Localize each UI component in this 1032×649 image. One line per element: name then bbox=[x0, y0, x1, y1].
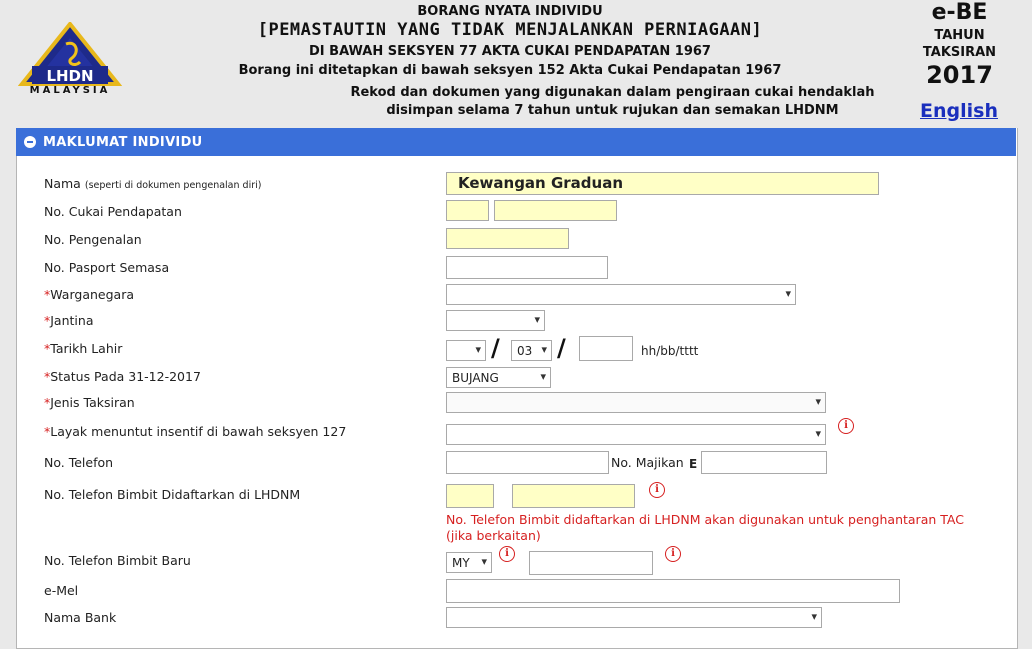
info-icon[interactable]: i bbox=[838, 418, 854, 434]
info-icon[interactable]: i bbox=[499, 546, 515, 562]
insentif-label: *Layak menuntut insentif di bawah seksyen 127 bbox=[44, 424, 347, 439]
telefon-label: No. Telefon bbox=[44, 455, 114, 470]
form-title: [PEMASTAUTIN YANG TIDAK MENJALANKAN PERNIAGAAN] bbox=[257, 20, 763, 40]
pasport-field[interactable] bbox=[446, 256, 608, 279]
cukai-label: No. Cukai Pendapatan bbox=[44, 204, 182, 219]
taksiran-label: TAKSIRAN bbox=[922, 45, 997, 60]
birth-year-field[interactable] bbox=[579, 336, 633, 361]
assessment-year-box bbox=[912, 2, 1007, 88]
bimbit-label: No. Telefon Bimbit Didaftarkan di LHDNM bbox=[44, 487, 301, 502]
nama-label: Nama (seperti di dokumen pengenalan diri) bbox=[44, 176, 262, 191]
nama-field[interactable]: Kewangan Graduan bbox=[446, 172, 879, 195]
nama-hint: (seperti di dokumen pengenalan diri) bbox=[84, 180, 262, 191]
warganegara-select[interactable] bbox=[446, 284, 796, 305]
jenis-select[interactable] bbox=[446, 392, 826, 413]
form-name: BORANG NYATA INDIVIDU bbox=[417, 4, 603, 19]
collapse-icon[interactable] bbox=[24, 136, 36, 148]
majikan-label: No. Majikan bbox=[611, 455, 684, 470]
insentif-select[interactable] bbox=[446, 424, 826, 445]
bimbit-baru-field[interactable] bbox=[529, 551, 653, 575]
emel-label: e-Mel bbox=[44, 583, 79, 598]
panel-title: MAKLUMAT INDIVIDU bbox=[43, 135, 203, 150]
date-separator: / bbox=[557, 334, 566, 362]
date-separator: / bbox=[491, 334, 500, 362]
tahun-label: TAHUN bbox=[934, 28, 985, 43]
section-line: DI BAWAH SEKSYEN 77 AKTA CUKAI PENDAPATAN 1967 bbox=[309, 44, 711, 59]
majikan-field[interactable] bbox=[701, 451, 827, 474]
pengenalan-field[interactable] bbox=[446, 228, 569, 249]
telefon-field[interactable] bbox=[446, 451, 609, 474]
status-select[interactable]: BUJANG ▾ bbox=[446, 367, 551, 388]
record-notice: Rekod dan dokumen yang digunakan dalam pengiraan cukai hendaklah disimpan selama 7 tahun untuk rujukan dan semakan LHDNM bbox=[350, 85, 875, 118]
bimbit-baru-label: No. Telefon Bimbit Baru bbox=[44, 553, 191, 568]
emel-field[interactable] bbox=[446, 579, 900, 603]
prescribed-line: Borang ini ditetapkan di bawah seksyen 152 Akta Cukai Pendapatan 1967 bbox=[238, 63, 782, 78]
jantina-label: *Jantina bbox=[44, 313, 94, 328]
bimbit-prefix-field[interactable] bbox=[446, 484, 494, 508]
logo-caption: MALAYSIA bbox=[29, 85, 111, 96]
cukai-prefix-field[interactable] bbox=[446, 200, 489, 221]
info-icon[interactable]: i bbox=[649, 482, 665, 498]
bank-select[interactable] bbox=[446, 607, 822, 628]
tarikh-label: *Tarikh Lahir bbox=[44, 341, 123, 356]
majikan-prefix: E bbox=[689, 457, 698, 471]
bank-label: Nama Bank bbox=[44, 610, 117, 625]
date-format-hint: hh/bb/tttt bbox=[641, 344, 699, 358]
panel-header[interactable] bbox=[16, 128, 1016, 156]
pasport-label: No. Pasport Semasa bbox=[44, 260, 170, 275]
page-header bbox=[0, 0, 1032, 128]
country-code-select[interactable]: MY ▾ bbox=[446, 552, 492, 573]
assessment-year: 2017 bbox=[926, 61, 993, 89]
tac-warning: No. Telefon Bimbit didaftarkan di LHDNM akan digunakan untuk penghantaran TAC (jika berkaitan) bbox=[446, 512, 964, 543]
birth-day-select[interactable] bbox=[446, 340, 486, 361]
svg-text:LHDN: LHDN bbox=[46, 67, 94, 85]
birth-month-select[interactable]: 03 ▾ bbox=[511, 340, 552, 361]
jenis-label: *Jenis Taksiran bbox=[44, 395, 135, 410]
pengenalan-label: No. Pengenalan bbox=[44, 232, 142, 247]
jantina-select[interactable] bbox=[446, 310, 545, 331]
english-link[interactable]: English bbox=[920, 100, 998, 122]
warganegara-label: *Warganegara bbox=[44, 287, 134, 302]
bimbit-number-field[interactable] bbox=[512, 484, 635, 508]
info-icon[interactable]: i bbox=[665, 546, 681, 562]
cukai-number-field[interactable] bbox=[494, 200, 617, 221]
status-label: *Status Pada 31-12-2017 bbox=[44, 369, 201, 384]
ebe-label: e-BE bbox=[931, 0, 988, 25]
